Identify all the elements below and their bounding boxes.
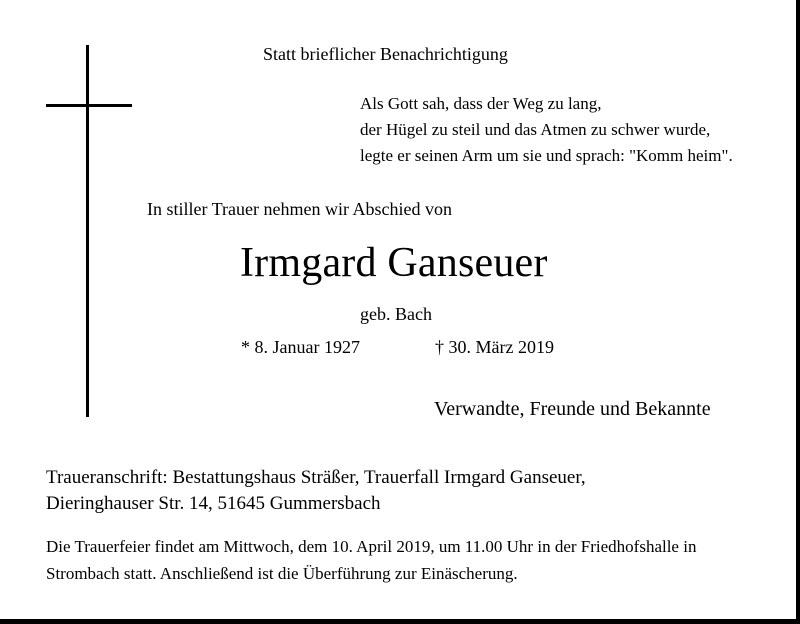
address-line-2: Dieringhauser Str. 14, 51645 Gummersbach bbox=[46, 493, 381, 514]
cross-horizontal-bar bbox=[46, 104, 132, 107]
maiden-name: geb. Bach bbox=[360, 304, 432, 324]
mourners-line: Verwandte, Freunde und Bekannte bbox=[434, 398, 711, 420]
intro-text: In stiller Trauer nehmen wir Abschied von bbox=[147, 199, 452, 219]
poem-line-3: legte er seinen Arm um sie und sprach: "Komm heim". bbox=[360, 146, 733, 165]
cross-vertical-bar bbox=[86, 45, 89, 417]
birth-date: * 8. Januar 1927 bbox=[241, 337, 360, 357]
ceremony-notice-line-2: Strombach statt. Anschließend ist die Überführung zur Einäscherung. bbox=[46, 564, 518, 583]
notice-header: Statt brieflicher Benachrichtigung bbox=[263, 44, 508, 64]
deceased-name: Irmgard Ganseuer bbox=[240, 240, 548, 286]
ceremony-notice-line-1: Die Trauerfeier findet am Mittwoch, dem 10. April 2019, um 11.00 Uhr in der Friedhofshalle in bbox=[46, 537, 697, 556]
death-date: † 30. März 2019 bbox=[435, 337, 554, 357]
poem-line-1: Als Gott sah, dass der Weg zu lang, bbox=[360, 94, 602, 113]
poem-line-2: der Hügel zu steil und das Atmen zu schwer wurde, bbox=[360, 120, 711, 139]
address-line-1: Traueranschrift: Bestattungshaus Sträßer, Trauerfall Irmgard Ganseuer, bbox=[46, 467, 586, 488]
